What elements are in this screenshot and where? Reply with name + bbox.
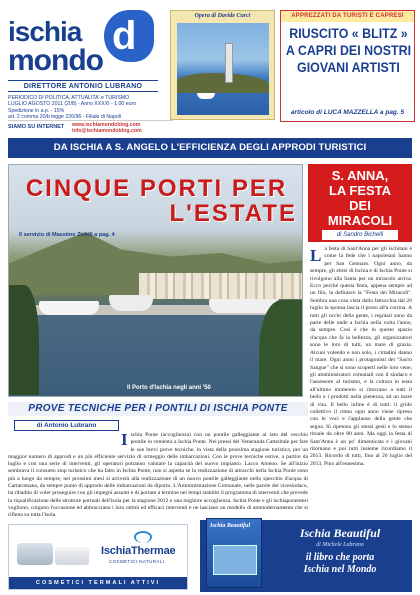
pubinfo-line: art. 2 comma 20/b legge 226/96 - Filiale di Napoli (8, 113, 122, 120)
photo-town (139, 273, 303, 299)
website-link[interactable]: www.ischiamondoblog.com (72, 122, 141, 128)
photo-boat (39, 301, 99, 315)
bridges-article-text: schia Ponte (accoglienza) con un pontile galleggiante al lato del vecchio pontile in cemento a Ischia Ponte. Nei pressi del Veneranda Cattedrale per fare le sue brevi prove tecniche, in vista della prossima stagione turistica, per un maggior numero di approdi e un più efficiente servizio di ormeggio delle imbarcazioni. Con le prove tecniche estive, a partire da luglio e con una serie di interventi, gli operatori potranno valutare la capacità del nuovo impianto. Lacco Ameno. Se all'inizio sembrava il consueto stop turistico che ha fatto in Ischia Ponte, non si aspetta se la realizzazione di attracchi nella Ischia Ponte sono più a lungo da sempre, nei prossimi mesi si arriverà alla realizzazione di un nuovo pontile galleggiante nello specchio d'acqua di Cartaromana, da sempre punto di approdo delle imbarcazioni da diporto. L'Amministrazione Comunale, nelle parole del vicesindaco, ha ribadito di voler proseguire con gli impegni assunti e di portare a termine nei tempi stabiliti il programma di interventi che prevede la riqualificazione delle strutture portuali dell'isola per la stagione 2012 e una migliore accoglienza. Ischia Ponte e gli ischiaponentesi vogliono, colgono l'occasione ed abbracciano i loro ottimi ed efficaci interventi e ne lasciano un modello di ammodernamento che si rifletta su tutta l'isola. (8, 432, 308, 519)
drop-cap: I (121, 432, 128, 449)
young-artists-ref: articolo di LUCA MAZZELLA a pag. 5 (290, 109, 405, 116)
ports-banner-text: DA ISCHIA A S. ANGELO L'EFFICIENZA DEGLI APPRODI TURISTICI (53, 142, 367, 153)
book-ad[interactable] (200, 520, 412, 592)
young-artists-header: APPREZZATI DA TURISTI E CAPRESI (281, 11, 414, 22)
logo-d: d (112, 14, 137, 58)
pubinfo-line: Spedizione in a.p. - 15% (8, 107, 65, 114)
feast-title-line: S. ANNA, (331, 168, 389, 183)
bridges-headline-bar (8, 402, 308, 416)
main-photo-caption: Il Porto d'Ischia negli anni '50 (127, 385, 211, 391)
photo-tree (259, 300, 303, 397)
main-photo (8, 164, 303, 397)
young-artists-headline (285, 25, 412, 76)
thermae-brand: IschiaThermae (101, 545, 176, 557)
bridges-headline: PROVE TECNICHE PER I PONTILI DI ISCHIA PONTE (28, 403, 288, 414)
feast-title-line: LA FESTA (328, 183, 392, 198)
logo-mondo: mondo (8, 44, 103, 77)
bridges-article-body (8, 432, 308, 520)
internet-box (8, 120, 173, 134)
pubinfo-line: LUGLIO AGOSTO 2011 (208) - Anno XXXXI - 1,00 euro (8, 101, 137, 108)
book-tagline (270, 552, 410, 576)
internet-links (72, 122, 142, 134)
photo-boat (109, 295, 153, 311)
ports-banner (8, 138, 412, 158)
book-cover-title: Ischia Beautiful (210, 523, 251, 529)
painting-caption: Opera di Davide Curci (194, 13, 251, 19)
feast-title-line: DEI (349, 198, 371, 213)
book-author: di Michele Lubrano (316, 542, 364, 548)
painting-boat (197, 93, 215, 99)
painting-lighthouse (225, 43, 233, 83)
drop-cap: L (310, 246, 322, 265)
headline-line: GIOVANI ARTISTI (297, 60, 400, 75)
thermae-sub: COSMETICI NATURALI (109, 559, 165, 564)
logo-ischia: ischia (8, 16, 82, 47)
book-tagline-line: Ischia nel Mondo (303, 564, 377, 575)
main-photo-byline: Il servizio di Massimo Zivelli a pag. 4 (19, 232, 115, 238)
young-artists-box (280, 10, 415, 122)
main-headline-line1: CINQUE PORTI PER (25, 175, 288, 202)
feast-title (308, 168, 412, 228)
thermae-footer: COSMETICI TERMALI ATTIVI (9, 577, 187, 589)
thermae-logo-icon (134, 531, 152, 543)
internet-label: SIAMO SU INTERNET (8, 124, 65, 130)
email-link[interactable]: info@ischiamondoblog.com (72, 128, 142, 134)
book-tagline-line: il libro che porta (305, 552, 375, 563)
painting-image (177, 23, 269, 115)
pubinfo-line: PERIODICO DI POLITICA, ATTUALITA' e TURISMO (8, 95, 130, 101)
headline-line: RIUSCITO « BLITZ » (289, 26, 408, 41)
painting-box (170, 10, 275, 120)
ischia-thermae-ad[interactable] (8, 524, 188, 590)
jar (55, 547, 89, 565)
byline-spacer (8, 432, 121, 446)
book-title: Ischia Beautiful (299, 526, 381, 540)
photo-tree (9, 285, 39, 395)
book-cover (206, 518, 262, 588)
main-headline-line2: L'ESTATE (169, 200, 297, 227)
feast-author: di Sandro Bichelli (322, 230, 398, 240)
publication-info (8, 95, 168, 120)
headline-line: A CAPRI DEI NOSTRI (285, 43, 412, 58)
logo-d-blob (104, 10, 154, 62)
book-cover-image (213, 545, 257, 575)
feast-box (308, 164, 412, 242)
feast-article (310, 246, 412, 468)
director-line: DIRETTORE ANTONIO LUBRANO (8, 80, 158, 92)
cosmetic-jars (15, 531, 95, 571)
feast-article-text: a festa di Sant'Anna per gli ischitani è come la fede che i napoletani hanno per San Gennaro. Ogni anno, da sempre, gli ebrei di Ischia e di Ischia Ponte si rivolgono alla Santa per un miracolo arriva. Ecco perché questa festa, appena sempre ad un filo, la definisce la "Festa dei Miracoli". Sembra una cosa vista dalla fattucchia dal 26 luglio la sponsa lascia il posto all'a cortina. A tutti gli occhi della gente, i regolari sono da parte delle onde a Ischia nella volta l'anno, da sempre. Così è che in questo spazio d'acqua che fa la bellezza, gli organizzatori sono le loro di tutti, un mare di grazia. Alcuni volendo e non solo, i cittadini danno il mare. Ogni anno i protagonisti del "Sacro Sangue" che si sono scoperti nelle loro vene, gli amministratori comunali con il sindaco e l'assessore al turismo, e la cultura in testa all'ultimo momento si ritrovano a tutti il bello e i prodotti nella pienezza, ad un mare di vita. Il bello infine è di tutti: il grido collettivo il ritmo ogni anno viene ripreso con le voci e l'applauso della gente che segna. Si ripetono gli stessi gesti e lo stesso rituale da oltre 80 anni. Ma oggi la festa di Sant'Anna è un po' dimenticata e i giovani ritornano e poi tutti insieme ricordiamo il 2013. Ricordo di tutti, fino al 26 luglio del 2013, Pino all'ennesima. (310, 246, 412, 467)
jar (17, 543, 53, 565)
feast-title-line: MIRACOLI (327, 213, 393, 228)
painting-rocks (177, 73, 269, 93)
bridges-byline: di Antonio Lubrano (14, 420, 119, 431)
